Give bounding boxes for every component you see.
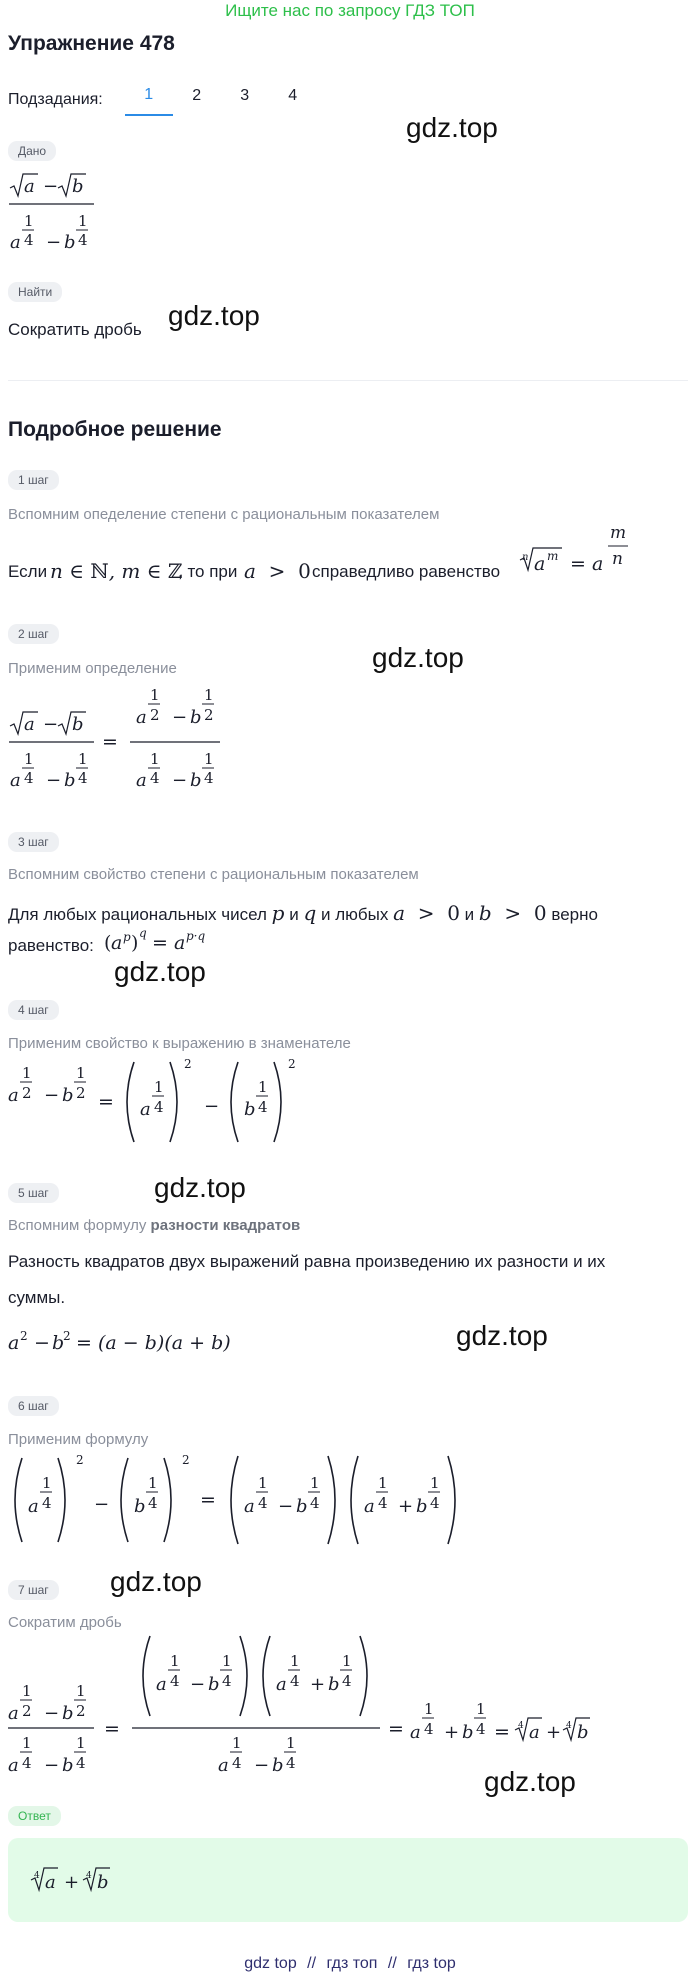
svg-text:1: 1 xyxy=(170,1652,180,1670)
svg-text:2: 2 xyxy=(288,1057,296,1071)
svg-text:4: 4 xyxy=(378,1494,388,1512)
svg-text:a: a xyxy=(24,714,35,735)
svg-text:1: 1 xyxy=(430,1474,440,1492)
svg-text:=: = xyxy=(152,932,168,954)
svg-text:b: b xyxy=(62,1703,74,1724)
step6-formula xyxy=(6,1448,476,1552)
svg-text:−: − xyxy=(44,1755,60,1776)
svg-text:4: 4 xyxy=(518,1721,524,1731)
find-badge: Найти xyxy=(8,282,62,302)
svg-text:a: a xyxy=(136,707,147,728)
svg-text:4: 4 xyxy=(76,1754,86,1772)
svg-text:1: 1 xyxy=(24,750,34,768)
svg-text:1: 1 xyxy=(78,212,88,230)
svg-text:1: 1 xyxy=(476,1700,486,1718)
answer-formula xyxy=(28,1862,148,1898)
svg-text:2: 2 xyxy=(20,1329,28,1343)
step-caption-1: Вспомним опеделение степени с рациональным показателем xyxy=(8,506,440,523)
svg-text:=: = xyxy=(98,1091,114,1113)
svg-text:b: b xyxy=(52,1332,65,1354)
subtasks-label: Подзадания: xyxy=(8,91,103,108)
step3-cond-b: b > 0 xyxy=(478,901,547,925)
given-badge: Дано xyxy=(8,141,56,161)
svg-text:b: b xyxy=(328,1674,340,1695)
svg-text:a: a xyxy=(136,770,147,791)
subtask-tab-3[interactable]: 3 xyxy=(240,87,250,104)
svg-text:−: − xyxy=(190,1674,206,1695)
step1-text-b: , то при xyxy=(178,562,238,581)
svg-text:p: p xyxy=(123,930,131,944)
subtask-tab-2[interactable]: 2 xyxy=(192,87,202,104)
step3-var-p: p xyxy=(271,901,285,925)
step3-formula xyxy=(102,922,222,958)
svg-text:p·q: p·q xyxy=(186,929,206,943)
svg-text:b: b xyxy=(72,714,84,735)
watermark: gdz.top xyxy=(114,956,206,987)
svg-text:a: a xyxy=(8,1755,19,1776)
svg-text:−: − xyxy=(46,770,62,791)
svg-text:4: 4 xyxy=(154,1098,164,1116)
svg-text:+: + xyxy=(64,1872,80,1893)
subtask-tab-4[interactable]: 4 xyxy=(288,87,298,104)
svg-text:a: a xyxy=(10,770,21,791)
step-badge-3: 3 шаг xyxy=(8,832,59,852)
svg-text:1: 1 xyxy=(154,1078,164,1096)
watermark: gdz.top xyxy=(372,642,464,673)
step5-text-line1: Разность квадратов двух выражений равна произведению их разности и их xyxy=(8,1252,606,1271)
svg-text:1: 1 xyxy=(24,212,34,230)
svg-text:4: 4 xyxy=(78,769,88,787)
watermark: gdz.top xyxy=(484,1766,576,1797)
svg-text:4: 4 xyxy=(34,1871,40,1881)
step3-var-q: q xyxy=(303,901,317,925)
svg-text:b: b xyxy=(64,770,76,791)
svg-text:=: = xyxy=(200,1489,216,1511)
svg-text:a: a xyxy=(10,232,21,253)
svg-text:1: 1 xyxy=(204,750,214,768)
svg-text:−: − xyxy=(43,176,59,197)
svg-text:1: 1 xyxy=(232,1734,242,1752)
given-fraction xyxy=(6,168,106,260)
svg-text:1: 1 xyxy=(22,1734,32,1752)
svg-text:b: b xyxy=(64,232,76,253)
svg-text:1: 1 xyxy=(290,1652,300,1670)
svg-text:2: 2 xyxy=(22,1702,32,1720)
svg-text:4: 4 xyxy=(232,1754,242,1772)
svg-text:4: 4 xyxy=(24,769,34,787)
svg-text:2: 2 xyxy=(22,1084,32,1102)
svg-text:a: a xyxy=(45,1872,56,1893)
answer-box xyxy=(8,1838,688,1922)
svg-text:−: − xyxy=(278,1496,294,1517)
svg-text:4: 4 xyxy=(566,1721,572,1731)
svg-text:a: a xyxy=(364,1496,375,1517)
svg-text:1: 1 xyxy=(378,1474,388,1492)
svg-text:−: − xyxy=(34,1332,50,1354)
divider xyxy=(8,380,688,381)
svg-text:4: 4 xyxy=(24,231,34,249)
step-badge-7: 7 шаг xyxy=(8,1580,59,1600)
svg-text:−: − xyxy=(46,232,62,253)
svg-text:a: a xyxy=(174,932,186,954)
svg-text:a: a xyxy=(244,1496,255,1517)
svg-text:4: 4 xyxy=(150,769,160,787)
step7-formula xyxy=(6,1632,646,1782)
svg-text:a: a xyxy=(592,553,604,575)
step5-formula xyxy=(6,1324,246,1358)
svg-text:1: 1 xyxy=(222,1652,232,1670)
step-badge-4: 4 шаг xyxy=(8,1000,59,1020)
footer-link-2[interactable]: гдз топ xyxy=(326,1955,378,1972)
svg-text:1: 1 xyxy=(342,1652,352,1670)
svg-text:1: 1 xyxy=(22,1682,32,1700)
svg-text:q: q xyxy=(139,926,147,940)
step-caption-6: Применим формулу xyxy=(8,1431,149,1448)
svg-text:2: 2 xyxy=(76,1453,84,1467)
solution-title: Подробное решение xyxy=(8,418,222,441)
step-badge-5: 5 шаг xyxy=(8,1183,59,1203)
footer-link-3[interactable]: гдз top xyxy=(407,1955,456,1972)
svg-text:n: n xyxy=(612,549,623,569)
svg-text:a: a xyxy=(529,1722,540,1743)
svg-text:n: n xyxy=(522,552,529,563)
svg-text:b: b xyxy=(62,1755,74,1776)
svg-text:a: a xyxy=(8,1703,19,1724)
svg-text:4: 4 xyxy=(222,1672,232,1690)
svg-text:(: ( xyxy=(104,932,112,954)
step-badge-2: 2 шаг xyxy=(8,624,59,644)
svg-text:2: 2 xyxy=(76,1084,86,1102)
svg-text:b: b xyxy=(272,1755,284,1776)
svg-text:4: 4 xyxy=(170,1672,180,1690)
step1-formula-root xyxy=(518,520,640,582)
svg-text:1: 1 xyxy=(204,686,214,704)
svg-text:+: + xyxy=(546,1722,562,1743)
svg-text:b: b xyxy=(416,1496,428,1517)
svg-text:b: b xyxy=(208,1674,220,1695)
svg-text:2: 2 xyxy=(184,1057,192,1071)
svg-text:4: 4 xyxy=(42,1494,52,1512)
svg-text:=: = xyxy=(102,731,118,753)
svg-text:b: b xyxy=(97,1872,109,1893)
svg-text:+: + xyxy=(444,1722,460,1743)
svg-text:1: 1 xyxy=(76,1064,86,1082)
svg-text:=: = xyxy=(104,1718,120,1740)
svg-text:4: 4 xyxy=(342,1672,352,1690)
svg-text:−: − xyxy=(204,1096,220,1117)
step2-formula xyxy=(6,680,236,802)
svg-text:1: 1 xyxy=(424,1700,434,1718)
watermark: gdz.top xyxy=(168,300,260,331)
svg-text:4: 4 xyxy=(476,1720,486,1738)
svg-text:1: 1 xyxy=(286,1734,296,1752)
svg-text:4: 4 xyxy=(86,1871,92,1881)
step3-text-f: равенство: xyxy=(8,936,94,955)
svg-text:−: − xyxy=(172,707,188,728)
svg-text:1: 1 xyxy=(258,1078,268,1096)
step-caption-4: Применим свойство к выражению в знаменателе xyxy=(8,1035,351,1052)
step5-caption-bold: разности квадратов xyxy=(150,1217,301,1234)
svg-text:b: b xyxy=(244,1099,256,1120)
svg-text:(a − b)(a + b): (a − b)(a + b) xyxy=(98,1332,231,1354)
step-caption-5: Вспомним формулу разности квадратов xyxy=(8,1217,301,1234)
svg-text:1: 1 xyxy=(76,1734,86,1752)
page-title: Упражнение 478 xyxy=(8,32,175,55)
svg-text:−: − xyxy=(94,1494,110,1515)
footer-links xyxy=(0,1955,700,1973)
step4-formula xyxy=(6,1052,306,1156)
svg-text:4: 4 xyxy=(78,231,88,249)
svg-text:=: = xyxy=(494,1721,510,1743)
svg-text:a: a xyxy=(8,1085,19,1106)
svg-text:m: m xyxy=(610,523,627,543)
step-caption-7: Сократим дробь xyxy=(8,1614,122,1631)
step3-text-line1: Для любых рациональных чисел p и q и любых a > 0 и b > 0 верно xyxy=(8,901,598,925)
svg-text:4: 4 xyxy=(258,1494,268,1512)
svg-text:1: 1 xyxy=(78,750,88,768)
svg-text:4: 4 xyxy=(204,769,214,787)
svg-text:1: 1 xyxy=(76,1682,86,1700)
svg-text:4: 4 xyxy=(290,1672,300,1690)
find-text: Сократить дробь xyxy=(8,320,142,339)
svg-text:m: m xyxy=(547,549,559,563)
step1-formula-cond: a > 0 xyxy=(244,559,311,583)
svg-text:+: + xyxy=(310,1674,326,1695)
step1-text-c: справедливо равенство xyxy=(312,562,501,581)
step-badge-1: 1 шаг xyxy=(8,470,59,490)
svg-text:1: 1 xyxy=(310,1474,320,1492)
svg-text:2: 2 xyxy=(204,706,214,724)
svg-text:b: b xyxy=(462,1722,474,1743)
watermark: gdz.top xyxy=(154,1172,246,1203)
svg-text:4: 4 xyxy=(258,1098,268,1116)
svg-text:b: b xyxy=(62,1085,74,1106)
step-caption-3: Вспомним свойство степени с рациональным показателем xyxy=(8,866,419,883)
svg-text:1: 1 xyxy=(150,686,160,704)
svg-text:a: a xyxy=(28,1496,39,1517)
footer-separator: // xyxy=(307,1955,317,1972)
svg-text:2: 2 xyxy=(150,706,160,724)
svg-text:a: a xyxy=(156,1674,167,1695)
watermark: gdz.top xyxy=(110,1566,202,1597)
svg-text:4: 4 xyxy=(286,1754,296,1772)
svg-text:a: a xyxy=(8,1332,20,1354)
svg-text:=: = xyxy=(388,1718,404,1740)
svg-text:2: 2 xyxy=(182,1453,190,1467)
svg-text:−: − xyxy=(44,1703,60,1724)
svg-text:−: − xyxy=(172,770,188,791)
watermark: gdz.top xyxy=(406,112,498,143)
svg-text:a: a xyxy=(24,176,35,197)
svg-text:b: b xyxy=(190,707,202,728)
subtask-tab-1[interactable]: 1 xyxy=(125,84,173,116)
svg-text:b: b xyxy=(577,1722,589,1743)
svg-text:a: a xyxy=(276,1674,287,1695)
svg-text:1: 1 xyxy=(148,1474,158,1492)
svg-text:4: 4 xyxy=(430,1494,440,1512)
svg-text:a: a xyxy=(218,1755,229,1776)
watermark: gdz.top xyxy=(456,1320,548,1351)
footer-link-1[interactable]: gdz top xyxy=(244,1955,297,1972)
svg-text:=: = xyxy=(76,1332,92,1354)
svg-text:4: 4 xyxy=(148,1494,158,1512)
svg-text:2: 2 xyxy=(63,1329,71,1343)
step1-text-a: Если xyxy=(8,562,48,581)
svg-text:2: 2 xyxy=(76,1702,86,1720)
step5-text-line2: суммы. xyxy=(8,1288,66,1307)
svg-text:b: b xyxy=(296,1496,308,1517)
search-hint-banner: Ищите нас по запросу ГДЗ ТОП xyxy=(225,1,475,20)
svg-text:−: − xyxy=(44,1085,60,1106)
svg-text:4: 4 xyxy=(424,1720,434,1738)
svg-text:−: − xyxy=(43,714,59,735)
step1-formula-sets: n ∈ ℕ, m ∈ ℤ xyxy=(50,559,183,583)
svg-text:b: b xyxy=(134,1496,146,1517)
svg-text:b: b xyxy=(190,770,202,791)
svg-text:1: 1 xyxy=(150,750,160,768)
svg-text:b: b xyxy=(72,176,84,197)
step3-cond-a: a > 0 xyxy=(393,901,460,925)
footer-separator: // xyxy=(387,1955,397,1972)
subtasks-nav xyxy=(8,84,317,116)
step-caption-2: Применим определение xyxy=(8,660,177,677)
svg-text:=: = xyxy=(570,553,586,575)
svg-text:4: 4 xyxy=(22,1754,32,1772)
step-badge-6: 6 шаг xyxy=(8,1396,59,1416)
svg-text:a: a xyxy=(140,1099,151,1120)
svg-text:a: a xyxy=(534,553,546,575)
svg-text:−: − xyxy=(254,1755,270,1776)
svg-text:4: 4 xyxy=(310,1494,320,1512)
svg-text:a: a xyxy=(111,932,123,954)
svg-text:1: 1 xyxy=(258,1474,268,1492)
answer-badge: Ответ xyxy=(8,1806,61,1826)
svg-text:): ) xyxy=(131,932,139,954)
svg-text:1: 1 xyxy=(22,1064,32,1082)
svg-text:+: + xyxy=(398,1496,414,1517)
svg-text:a: a xyxy=(410,1722,421,1743)
svg-text:1: 1 xyxy=(42,1474,52,1492)
